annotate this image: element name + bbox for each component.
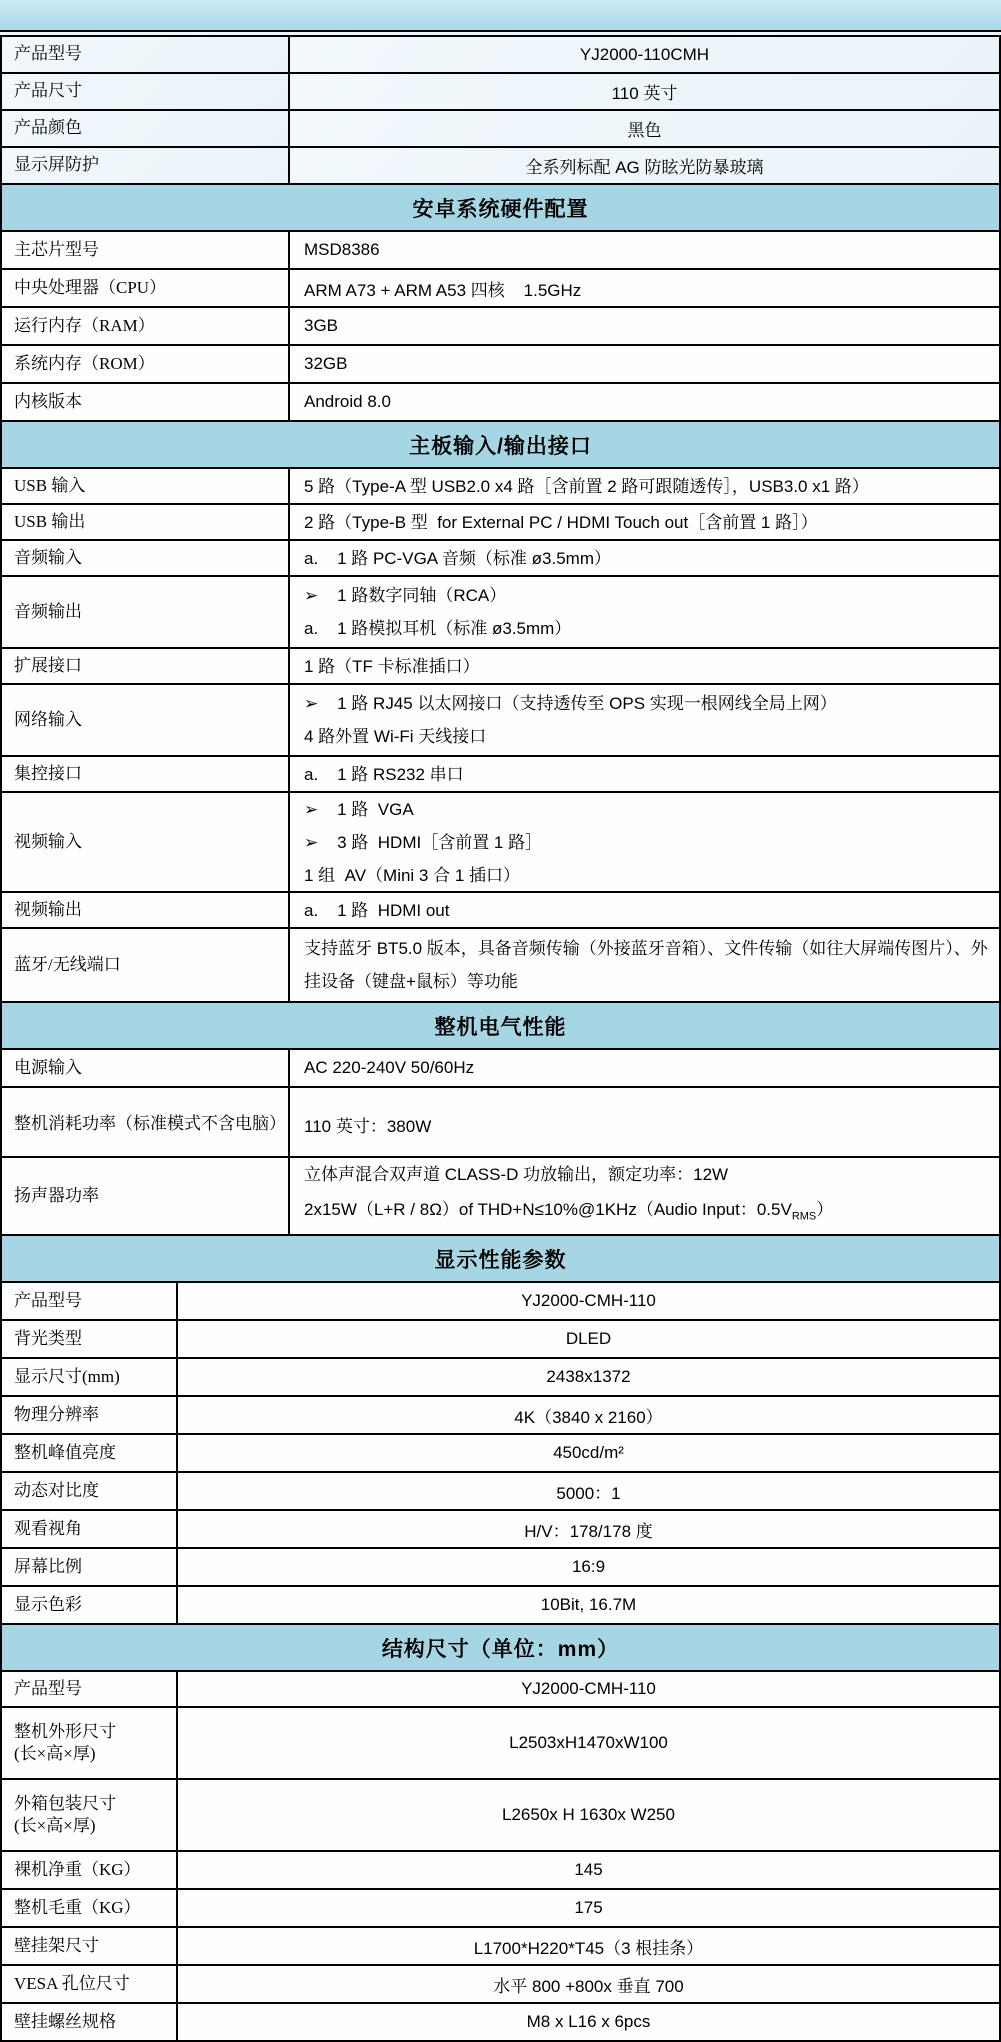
row-value (290, 1158, 999, 1234)
row-peak-brightness (2, 1435, 999, 1473)
row-cpu (2, 270, 999, 308)
row-label: 裸机净重（KG） (2, 1852, 178, 1888)
row-label: USB 输出 (2, 505, 290, 539)
row-speaker-power (2, 1158, 999, 1236)
row-value (290, 577, 999, 647)
row-label: 产品型号 (2, 1672, 178, 1706)
row-value (290, 793, 999, 891)
row-value: 32GB (290, 346, 999, 382)
value-line: a. 1 路 HDMI out (304, 900, 450, 920)
speaker-spec-subscript: RMS (791, 1210, 817, 1223)
row-value (290, 505, 999, 539)
row-value: YJ2000-CMH-110 (178, 1672, 999, 1706)
value-line: 4 路外置 Wi-Fi 天线接口 (304, 727, 487, 746)
row-rom (2, 346, 999, 384)
row-value: 4K（3840 x 2160） (178, 1397, 999, 1433)
row-wall-mount-size (2, 1928, 999, 1966)
row-expansion-port (2, 649, 999, 685)
row-value: Android 8.0 (290, 384, 999, 420)
row-os-version (2, 384, 999, 422)
row-mount-screw-spec (2, 2004, 999, 2042)
row-video-in (2, 793, 999, 893)
row-value: L2503xH1470xW100 (178, 1708, 999, 1778)
row-label: 扩展接口 (2, 649, 290, 683)
row-label: 产品型号 (2, 1283, 178, 1319)
section-header-electrical: 整机电气性能 (2, 1003, 999, 1050)
row-aspect-ratio (2, 1549, 999, 1587)
row-label: 动态对比度 (2, 1473, 178, 1509)
value-line: ➢ 1 路 RJ45 以太网接口（支持透传至 OPS 实现一根网线全局上网） (304, 694, 837, 713)
row-value: YJ2000-CMH-110 (178, 1283, 999, 1319)
row-vesa-holes (2, 1966, 999, 2004)
row-ram (2, 308, 999, 346)
row-usb-out (2, 505, 999, 541)
row-power-input (2, 1050, 999, 1088)
row-value: L1700*H220*T45（3 根挂条） (178, 1928, 999, 1964)
value-line: ➢ 3 路 HDMI［含前置 1 路］ (304, 832, 543, 852)
row-label: 扬声器功率 (2, 1158, 290, 1234)
row-display-color (2, 1587, 999, 1625)
row-value: ARM A73 + ARM A53 四核 1.5GHz (290, 270, 999, 306)
row-resolution (2, 1397, 999, 1435)
row-label: 整机毛重（KG） (2, 1890, 178, 1926)
speaker-spec-line2 (304, 1192, 989, 1234)
row-value: 3GB (290, 308, 999, 344)
row-label-line2: (长×高×厚) (14, 1816, 96, 1835)
row-label: USB 输入 (2, 469, 290, 503)
row-value: MSD8386 (290, 232, 999, 268)
spec-table (0, 35, 1001, 2042)
row-label: 产品颜色 (2, 111, 290, 146)
row-label: 背光类型 (2, 1321, 178, 1357)
row-product-color (2, 111, 999, 148)
row-value: 145 (178, 1852, 999, 1888)
row-value: 2438x1372 (178, 1359, 999, 1395)
row-label: 显示尺寸(mm) (2, 1359, 178, 1395)
section-header-structure: 结构尺寸（单位：mm） (2, 1625, 999, 1672)
row-label: 观看视角 (2, 1511, 178, 1547)
top-banner (0, 0, 1001, 32)
row-label: 电源输入 (2, 1050, 290, 1086)
row-display-size (2, 1359, 999, 1397)
row-label: 壁挂架尺寸 (2, 1928, 178, 1964)
row-display-model (2, 1283, 999, 1321)
row-central-control (2, 757, 999, 793)
value-line: 1 组 AV（Mini 3 合 1 插口） (304, 865, 521, 885)
row-value: 450cd/m² (178, 1435, 999, 1471)
row-label: 壁挂螺丝规格 (2, 2004, 178, 2040)
row-label: 内核版本 (2, 384, 290, 420)
row-net-weight (2, 1852, 999, 1890)
row-label: 网络输入 (2, 685, 290, 755)
row-label: 产品尺寸 (2, 74, 290, 109)
row-value (290, 893, 999, 927)
row-product-size (2, 74, 999, 111)
row-audio-in (2, 541, 999, 577)
row-usb-in (2, 469, 999, 505)
speaker-spec-line1: 立体声混合双声道 CLASS-D 功放输出，额定功率：12W (304, 1165, 729, 1185)
value-line: 5 路（Type-A 型 USB2.0 x4 路［含前置 2 路可跟随透传］，USB3.0 x1 路） (304, 476, 869, 496)
row-bluetooth-wireless (2, 929, 999, 1003)
speaker-spec-text-end: ） (816, 1200, 834, 1220)
value-line: a. 1 路 PC-VGA 音频（标准 ø3.5mm） (304, 548, 611, 568)
row-label: 整机消耗功率（标准模式不含电脑） (2, 1088, 290, 1156)
row-label: 音频输入 (2, 541, 290, 575)
value-line: 2 路（Type-B 型 for External PC / HDMI Touch out［含前置 1 路］） (304, 512, 818, 532)
row-label: 系统内存（ROM） (2, 346, 290, 382)
row-value: 175 (178, 1890, 999, 1926)
row-network-in (2, 685, 999, 757)
row-value: M8 x L16 x 6pcs (178, 2004, 999, 2040)
row-product-model (2, 37, 999, 74)
row-value: H/V：178/178 度 (178, 1511, 999, 1547)
row-value: 黑色 (290, 111, 999, 146)
row-value (290, 469, 999, 503)
row-value (290, 541, 999, 575)
row-video-out (2, 893, 999, 929)
row-label: 物理分辨率 (2, 1397, 178, 1433)
section-header-io: 主板输入/输出接口 (2, 422, 999, 469)
row-overall-dimensions (2, 1708, 999, 1780)
row-label-line1: 整机外形尺寸 (14, 1721, 116, 1741)
row-label: 蓝牙/无线端口 (2, 929, 290, 1001)
row-label: 集控接口 (2, 757, 290, 791)
speaker-spec-text: 2x15W（L+R / 8Ω）of THD+N≤10%@1KHz（Audio Input：0.5V (304, 1200, 792, 1220)
row-value (290, 649, 999, 683)
row-structure-model (2, 1672, 999, 1708)
row-power-consumption (2, 1088, 999, 1158)
value-line: a. 1 路 RS232 串口 (304, 764, 464, 784)
row-label: 显示屏防护 (2, 148, 290, 183)
row-gross-weight (2, 1890, 999, 1928)
value-line: a. 1 路模拟耳机（标准 ø3.5mm） (304, 619, 572, 638)
row-label: 主芯片型号 (2, 232, 290, 268)
row-value: 16:9 (178, 1549, 999, 1585)
row-value: 110 英寸 (290, 74, 999, 109)
row-label: 整机峰值亮度 (2, 1435, 178, 1471)
row-value: 110 英寸：380W (290, 1088, 999, 1156)
row-label: 音频输出 (2, 577, 290, 647)
value-line: 1 路（TF 卡标准插口） (304, 656, 480, 676)
row-label (2, 1708, 178, 1778)
row-screen-protection (2, 148, 999, 185)
row-label-line1: 外箱包装尺寸 (14, 1793, 116, 1813)
row-label-line2: (长×高×厚) (14, 1744, 96, 1763)
value-line: ➢ 1 路 VGA (304, 799, 414, 819)
row-value (290, 929, 999, 1001)
row-label: VESA 孔位尺寸 (2, 1966, 178, 2002)
section-header-display: 显示性能参数 (2, 1236, 999, 1283)
row-label: 显示色彩 (2, 1587, 178, 1623)
row-value: L2650x H 1630x W250 (178, 1780, 999, 1850)
row-label: 运行内存（RAM） (2, 308, 290, 344)
row-label: 视频输出 (2, 893, 290, 927)
row-packing-dimensions (2, 1780, 999, 1852)
row-label (2, 1780, 178, 1850)
row-value: 水平 800 +800x 垂直 700 (178, 1966, 999, 2002)
row-value: 5000：1 (178, 1473, 999, 1509)
row-value: 全系列标配 AG 防眩光防暴玻璃 (290, 148, 999, 183)
row-viewing-angle (2, 1511, 999, 1549)
row-audio-out (2, 577, 999, 649)
row-value: YJ2000-110CMH (290, 37, 999, 72)
row-label: 屏幕比例 (2, 1549, 178, 1585)
row-chipset (2, 232, 999, 270)
row-value: DLED (178, 1321, 999, 1357)
row-label: 中央处理器（CPU） (2, 270, 290, 306)
row-value (290, 757, 999, 791)
row-value: 10Bit, 16.7M (178, 1587, 999, 1623)
value-line: ➢ 1 路数字同轴（RCA） (304, 586, 507, 605)
row-label: 产品型号 (2, 37, 290, 72)
row-value (290, 685, 999, 755)
row-contrast-ratio (2, 1473, 999, 1511)
value-line: 支持蓝牙 BT5.0 版本，具备音频传输（外接蓝牙音箱）、文件传输（如往大屏端传图片）、外挂设备（键盘+鼠标）等功能 (304, 939, 988, 991)
row-backlight-type (2, 1321, 999, 1359)
row-label: 视频输入 (2, 793, 290, 891)
section-header-android: 安卓系统硬件配置 (2, 185, 999, 232)
row-value: AC 220-240V 50/60Hz (290, 1050, 999, 1086)
